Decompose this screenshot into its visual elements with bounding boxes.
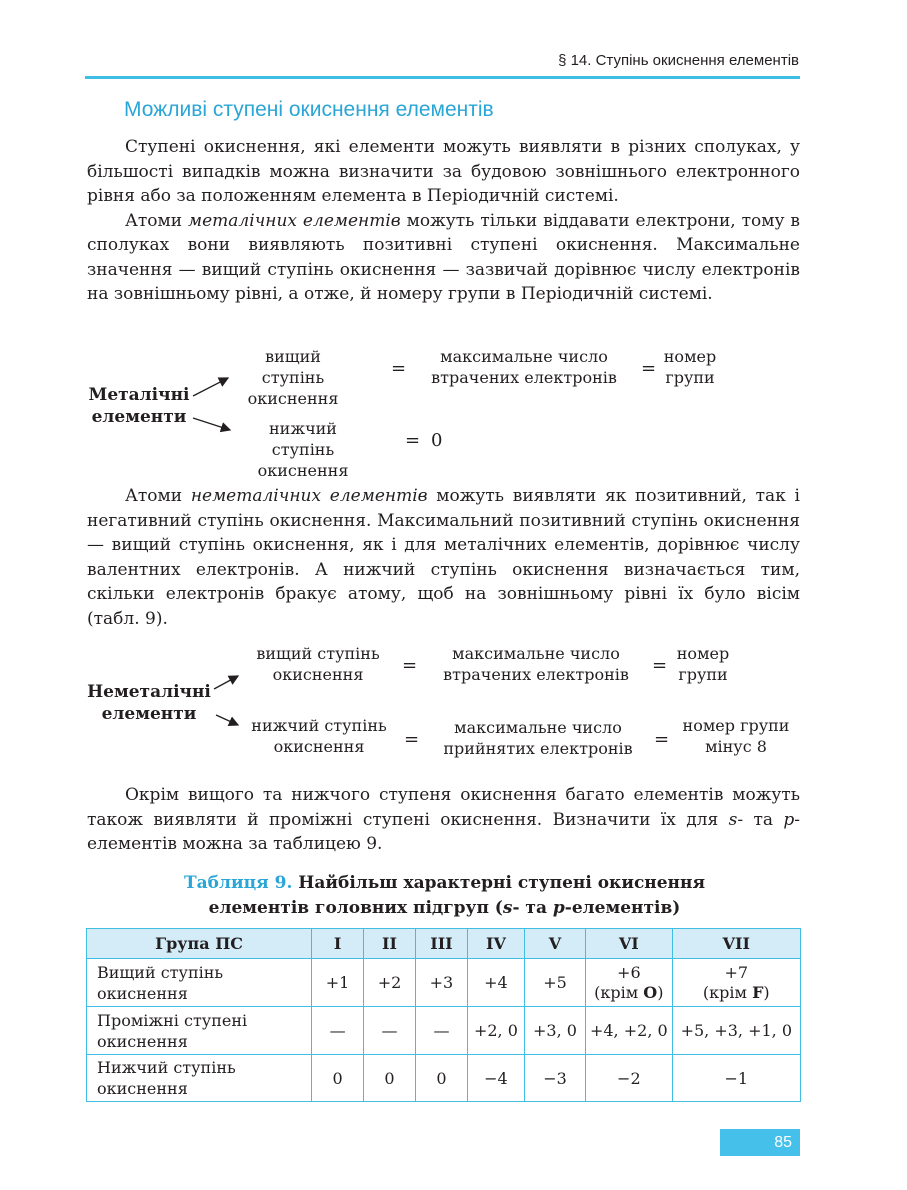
metal-higher-state: вищий ступінь окиснення — [247, 347, 339, 408]
metal-lower-state: нижчий ступінь окиснення — [257, 419, 349, 480]
arrow-up — [193, 378, 228, 396]
nonmetal-eq-4: = — [654, 729, 670, 750]
table-cell: −3 — [524, 1055, 585, 1102]
oxidation-states-table — [86, 928, 801, 1102]
nonmetal-label: Неметалічні елементи — [87, 682, 211, 724]
paragraph-1: Ступені окиснення, які елементи можуть виявляти в різних сполуках, у більшості випадків можна визначити за будовою зовнішнього електронного рівня або за положенням елемента в Періодичній системі. — [87, 137, 800, 206]
intro-text — [87, 135, 800, 307]
table-cell: +4 — [467, 959, 524, 1007]
table-header-row — [87, 929, 801, 959]
header-group-i: I — [312, 929, 364, 959]
metal-eq-2: = — [641, 358, 657, 379]
paragraph-4: Окрім вищого та нижчого ступеня окиснення багато елементів можуть також виявляти й проміжні ступені окиснення. Визначити їх для s- та p-елементів можна за таблицею 9. — [87, 785, 801, 854]
paragraph-3: Атоми неметалічних елементів можуть виявляти як позитивний, так і негативний ступінь окиснення. Максимальний позитивний ступінь окиснення — вищий ступінь окиснення, як і для металічних елементів, дорівнює числу валентних електронів. А нижчий ступінь окиснення визначається тим, скільки електронів бракує атому, щоб на зовнішньому рівні їх було вісім (табл. 9). — [87, 486, 800, 629]
table-cell: −2 — [586, 1055, 673, 1102]
table-cell: +1 — [312, 959, 364, 1007]
nonmetal-group-minus-8: номер групи мінус 8 — [682, 716, 790, 756]
table-cell: +4, +2, 0 — [586, 1007, 673, 1055]
metal-group-number: номер групи — [663, 347, 717, 387]
header-group-vii: VII — [672, 929, 800, 959]
nonmetal-eq-2: = — [652, 655, 668, 676]
table-row — [87, 1007, 801, 1055]
header-group-ii: II — [364, 929, 416, 959]
header-group-iii: III — [415, 929, 467, 959]
table-cell: 0 — [415, 1055, 467, 1102]
table-caption: Таблиця 9. Найбільш характерні ступені окиснення елементів головних підгруп (s- та p-елементів) — [183, 873, 706, 918]
metal-max-lost: максимальне число втрачених електронів — [431, 347, 617, 387]
table-row — [87, 959, 801, 1007]
table-cell: +3 — [415, 959, 467, 1007]
section-title: Можливі ступені окиснення елементів — [124, 98, 494, 121]
nonmetal-max-lost: максимальне число втрачених електронів — [443, 644, 629, 684]
table-cell: +2, 0 — [467, 1007, 524, 1055]
arrow-down — [216, 715, 238, 725]
header-group-vi: VI — [586, 929, 673, 959]
table-cell: +3, 0 — [524, 1007, 585, 1055]
table-cell: −4 — [467, 1055, 524, 1102]
table-cell: 0 — [364, 1055, 416, 1102]
nonmetal-max-gained: максимальне число прийнятих електронів — [443, 718, 633, 758]
table-cell: −1 — [672, 1055, 800, 1102]
metal-label: Металічні елементи — [88, 385, 190, 427]
nonmetal-higher-state: вищий ступінь окиснення — [256, 644, 380, 684]
table-cell: — — [312, 1007, 364, 1055]
table-cell: +2 — [364, 959, 416, 1007]
header-group: Група ПС — [87, 929, 312, 959]
table-cell: +5, +3, +1, 0 — [672, 1007, 800, 1055]
arrow-up — [214, 676, 238, 689]
row-label-higher: Вищий ступінь окиснення — [87, 959, 312, 1007]
metal-elements-term: металічних елементів — [188, 210, 401, 231]
intermediate-text — [87, 783, 800, 857]
header-group-v: V — [524, 929, 585, 959]
paragraph-2: Атоми металічних елементів можуть тільки віддавати електрони, тому в сполуках вони виявляють позитивні ступені окиснення. Максимальне значення — вищий ступінь окиснення — зазвичай дорівнює числу електронів на зовнішньому рівні, а отже, й номеру групи в Періодичній системі. — [87, 210, 800, 304]
nonmetal-group-number: номер групи — [676, 644, 730, 684]
arrow-down — [193, 418, 230, 430]
running-header: § 14. Ступінь окиснення елементів — [558, 52, 799, 69]
table-cell: +5 — [524, 959, 585, 1007]
metal-eq-3: = — [405, 430, 421, 451]
table-cell: — — [415, 1007, 467, 1055]
nonmetal-elements-term: неметалічних елементів — [190, 486, 428, 506]
nonmetal-lower-state: нижчий ступінь окиснення — [251, 716, 387, 756]
header-divider — [85, 76, 800, 79]
metal-scheme — [0, 346, 907, 480]
nonmetal-text — [87, 484, 800, 631]
row-label-intermediate: Проміжні ступені окиснення — [87, 1007, 312, 1055]
table-cell: +6 (крім O) — [586, 959, 673, 1007]
table-row — [87, 1055, 801, 1102]
page-number: 85 — [720, 1129, 800, 1156]
metal-zero: 0 — [431, 430, 443, 451]
metal-eq-1: = — [391, 358, 407, 379]
table-cell: +7 (крім F) — [672, 959, 800, 1007]
nonmetal-eq-1: = — [402, 655, 418, 676]
table-cell: 0 — [312, 1055, 364, 1102]
table-cell: — — [364, 1007, 416, 1055]
header-group-iv: IV — [467, 929, 524, 959]
nonmetal-eq-3: = — [404, 729, 420, 750]
table-number: Таблиця 9. — [183, 873, 293, 893]
nonmetal-scheme — [0, 643, 907, 763]
row-label-lower: Нижчий ступінь окиснення — [87, 1055, 312, 1102]
